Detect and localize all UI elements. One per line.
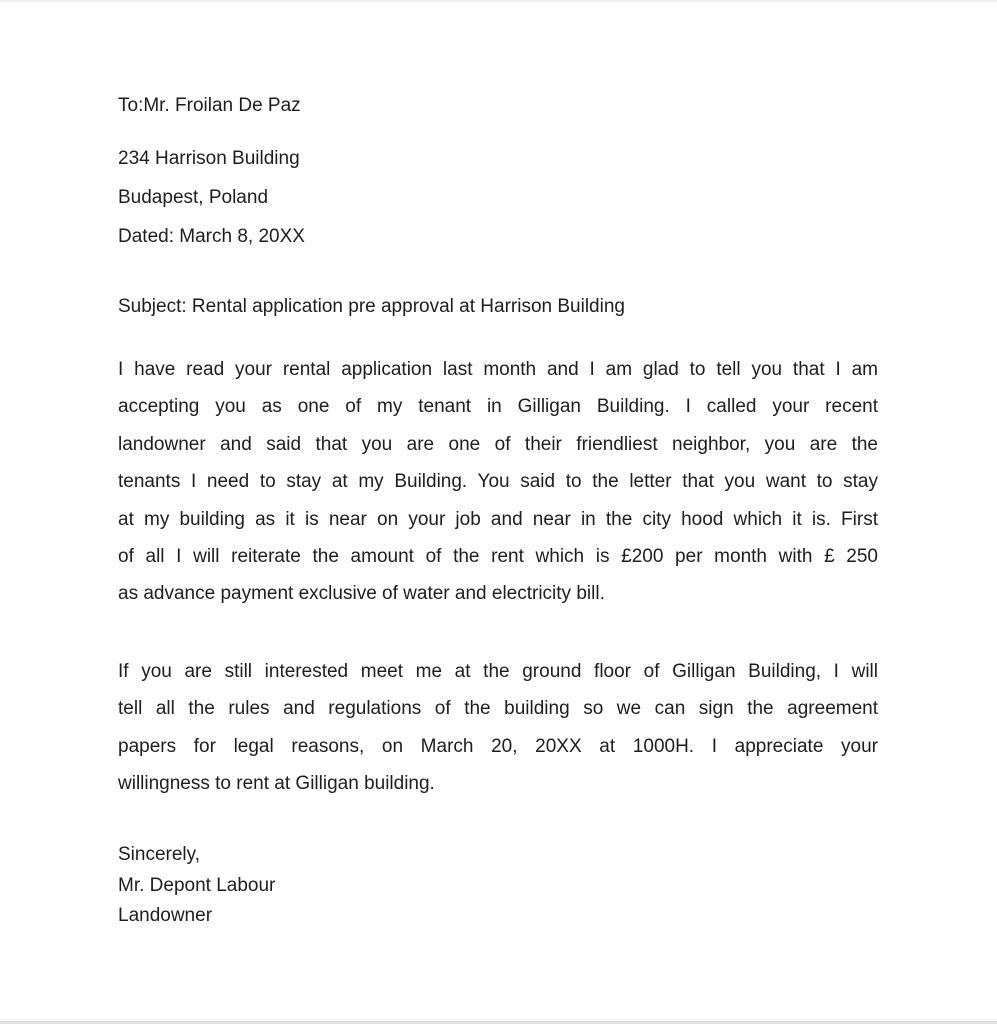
- address-block: [118, 139, 878, 256]
- body-line: accepting you as one of my tenant in Gilligan Building. I called your recent: [118, 396, 878, 418]
- address-line-1: 234 Harrison Building: [118, 148, 300, 169]
- body-line: If you are still interested meet me at the ground floor of Gilligan Building, I will: [118, 660, 878, 682]
- letter-content: [0, 94, 997, 1024]
- body-line: willingness to rent at Gilligan building.: [118, 773, 435, 795]
- closing-title: Landowner: [118, 905, 213, 927]
- body-line: I have read your rental application last month and I am glad to tell you that I am: [118, 359, 878, 380]
- date-line: Dated: March 8, 20XX: [118, 226, 305, 247]
- body-line: tenants I need to stay at my Building. You said to the letter that you want to stay: [118, 471, 878, 493]
- body-paragraph-2: [118, 653, 878, 803]
- body-line: of all I will reiterate the amount of the rent which is £200 per month with £ 250: [118, 546, 878, 568]
- closing-block: [118, 840, 878, 932]
- body-line: tell all the rules and regulations of the building so we can sign the agreement: [118, 698, 878, 720]
- body-paragraph-1: [118, 351, 878, 613]
- body-line: papers for legal reasons, on March 20, 20XX at 1000H. I appreciate your: [118, 735, 878, 757]
- closing-salutation: Sincerely,: [118, 844, 201, 866]
- body-line: at my building as it is near on your job and near in the city hood which it is. First: [118, 508, 878, 530]
- body-line: landowner and said that you are one of their friendliest neighbor, you are the: [118, 433, 878, 455]
- body-line: as advance payment exclusive of water and electricity bill.: [118, 583, 605, 605]
- closing-name: Mr. Depont Labour: [118, 874, 276, 896]
- recipient-line: To:Mr. Froilan De Paz: [118, 95, 301, 116]
- subject-line: Subject: Rental application pre approval at Harrison Building: [118, 296, 625, 317]
- address-line-2: Budapest, Poland: [118, 187, 269, 208]
